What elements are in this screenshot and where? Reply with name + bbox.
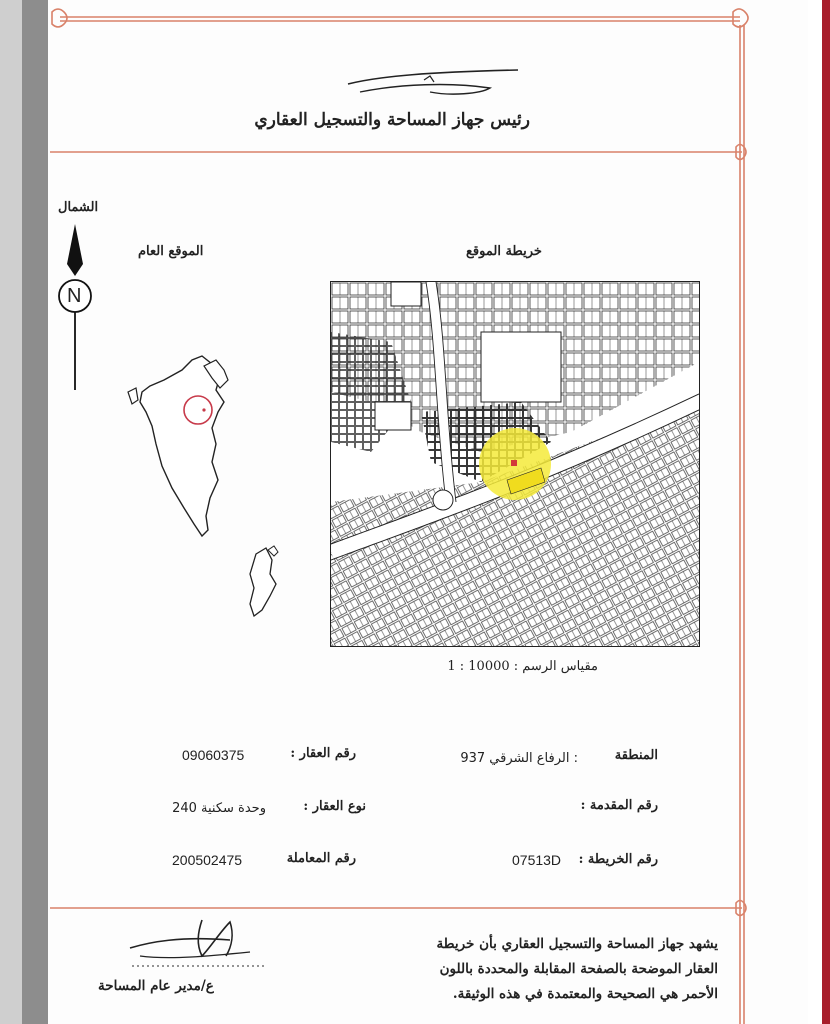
map-number-label: رقم الخريطة : [578,852,658,867]
cover-edge [822,0,830,1024]
transaction-number-label: رقم المعاملة [286,851,356,866]
north-label: الشمال [58,200,99,215]
property-number-value: 09060375 [182,747,245,763]
scanner-edge-left [0,0,22,1024]
area-label: المنطقة [614,748,658,763]
scale-label: مقياس الرسم : 10000 : 1 [447,659,598,674]
site-map [330,281,700,647]
director-signature [110,912,270,968]
north-letter: N [67,285,82,307]
application-number-label: رقم المقدمة : [580,798,658,813]
header-signature [340,62,530,102]
transaction-number-value: 200502475 [172,852,243,868]
certification-line-3: الأحمر هي الصحيحة والمعتمدة في هذه الوثيقة. [452,986,718,1002]
site-map-drawing [331,282,699,646]
site-map-label: خريطة الموقع [466,244,542,259]
certification-line-2: العقار الموضحة بالصفحة المقابلة والمحددة باللون [439,961,718,977]
property-type-value: وحدة سكنية 240 [172,801,266,816]
header-title: رئيس جهاز المساحة والتسجيل العقاري [254,110,530,130]
area-value: : الرفاع الشرقي 937 [460,751,578,766]
signatory-title: ع/مدير عام المساحة [98,978,214,994]
bahrain-outline-map [120,348,290,628]
property-number-label: رقم العقار : [290,746,356,761]
map-number-value: 07513D [512,852,562,868]
general-location-label: الموقع العام [138,244,204,259]
certification-line-1: يشهد جهاز المساحة والتسجيل العقاري بأن خريطة [436,936,718,952]
property-type-label: نوع العقار : [303,799,366,814]
binding-shadow [22,0,48,1024]
